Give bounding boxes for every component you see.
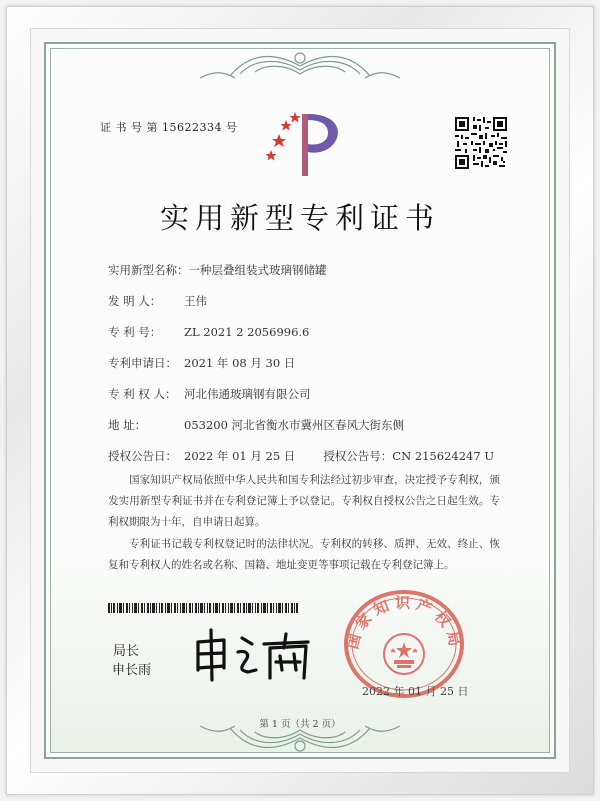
field-value: 2021 年 08 月 30 日 — [184, 356, 296, 370]
field-patent-number — [108, 324, 309, 340]
patent-office-logo-icon — [262, 106, 344, 178]
field-value: 2022 年 01 月 25 日 — [184, 449, 296, 463]
signatory-title: 局长 — [113, 644, 140, 659]
barcode — [108, 603, 298, 613]
field-value: 053200 河北省衡水市冀州区春风大街东侧 — [184, 418, 405, 432]
field-patentee — [108, 386, 311, 402]
field-label: 发 明 人： — [108, 294, 162, 308]
paragraph-legal-status: 专利证书记载专利权登记时的法律状况。专利权的转移、质押、无效、终止、恢复和专利权人的姓名或名称、国籍、地址变更等事项记载在专利登记簿上。 — [108, 538, 500, 571]
field-label: 地 址： — [108, 418, 147, 432]
signatory-name: 申长雨 — [112, 663, 152, 678]
field-label: 专 利 权 人： — [108, 387, 177, 401]
field-grant-date — [108, 448, 494, 464]
field-label: 授权公告日： — [108, 449, 177, 463]
handwritten-signature — [190, 624, 325, 684]
field-label: 实用新型名称： — [108, 263, 189, 277]
field-label: 专 利 号： — [108, 325, 162, 339]
page-number: 第 1 页（共 2 页） — [259, 719, 341, 730]
seal-text: 国家知识产权局 — [343, 593, 465, 653]
field-application-date — [108, 355, 295, 371]
certificate-number: 证 书 号 第 15622334 号 — [100, 121, 238, 134]
qr-code-icon — [455, 117, 507, 169]
field-label: 专利申请日： — [108, 356, 177, 370]
field-value: ZL 2021 2 2056996.6 — [184, 325, 310, 339]
field-address — [108, 417, 404, 433]
paragraph-grant-statement: 国家知识产权局依照中华人民共和国专利法经过初步审查，决定授予专利权，颁发实用新型专利证书并在专利登记簿上予以登记。专利权自授权公告之日起生效。专利权期限为十年，自申请日起算。 — [108, 474, 500, 528]
field-value: 河北伟通玻璃钢有限公司 — [184, 387, 311, 401]
field-value: 王伟 — [184, 294, 207, 308]
field-utility-model-name — [108, 262, 327, 278]
seal-date: 2022 年 01 月 25 日 — [362, 685, 469, 698]
top-ornament — [0, 44, 600, 84]
field-inventor — [108, 293, 207, 309]
field-value: 一种层叠组装式玻璃钢储罐 — [188, 263, 327, 277]
certificate-title: 实用新型专利证书 — [159, 201, 440, 235]
field-grant-number: 授权公告号：CN 215624247 U — [323, 449, 495, 463]
